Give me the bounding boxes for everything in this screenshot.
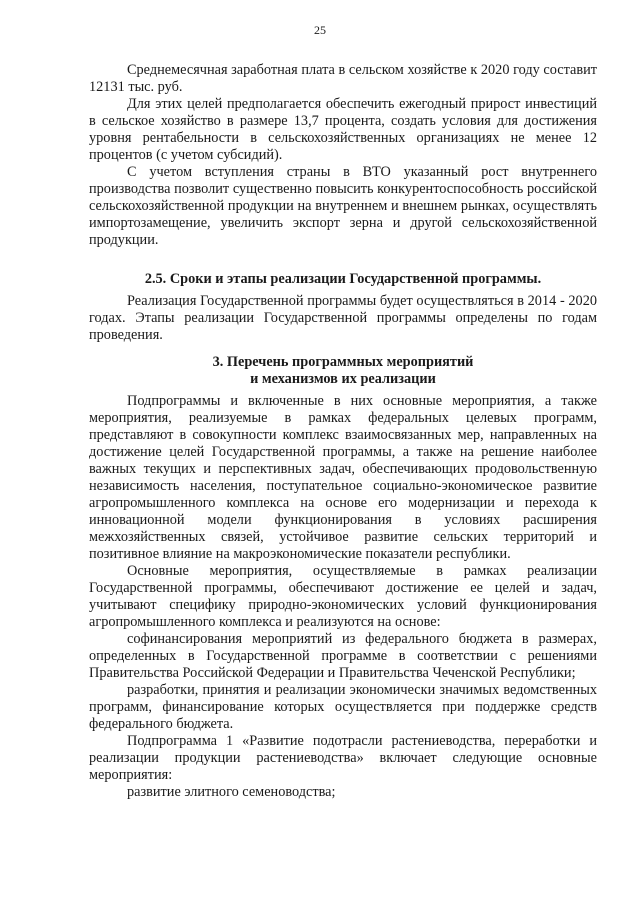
paragraph-timeline: Реализация Государственной программы будет осуществляться в 2014 - 2020 годах. Этапы реализации Государственной программы определены по годам проведения. [89, 293, 597, 343]
paragraph-elite-seed: развитие элитного семеноводства; [127, 784, 336, 800]
section-2-5-heading: 2.5. Сроки и этапы реализации Государственной программы. [144, 271, 542, 287]
paragraph-salary: Среднемесячная заработная плата в сельском хозяйстве к 2020 году составит 12131 тыс. руб. [89, 62, 597, 95]
page-number: 25 [314, 23, 326, 37]
paragraph-cofinancing: софинансирования мероприятий из федерального бюджета в размерах, определенных в Государственной программе в соответствии с решениями Правительства Российской Федерации и Правительства Чеченской Республики; [89, 631, 597, 681]
paragraph-investment: Для этих целей предполагается обеспечить ежегодный прирост инвестиций в сельское хозяйство в размере 13,7 процента, создать условия для достижения уровня рентабельности в сельскохозяйственных организациях не менее 12 процентов (с учетом субсидий). [89, 96, 597, 163]
paragraph-departmental-programs: разработки, принятия и реализации экономически значимых ведомственных программ, финансирование которых осуществляется при поддержке средств федерального бюджета. [89, 682, 597, 732]
paragraph-wto: С учетом вступления страны в ВТО указанный рост внутреннего производства позволит существенно повысить конкурентоспособность российской сельскохозяйственной продукции на внутреннем и внешнем рынках, осуществлять импортозамещение, увеличить экспорт зерна и другой сельскохозяйственной продукции. [89, 164, 597, 248]
paragraph-subprogram-1: Подпрограмма 1 «Развитие подотрасли растениеводства, переработки и реализации продукции растениеводства» включает следующие основные мероприятия: [89, 733, 597, 783]
section-3-heading-line2: и механизмов их реализации [250, 371, 436, 387]
paragraph-subprograms: Подпрограммы и включенные в них основные мероприятия, а также мероприятия, реализуемые в рамках федеральных целевых программ, представляют в совокупности комплекс взаимосвязанных мер, направленных на достижение целей Государственной программы, а также на решение наиболее важных текущих и перспективных задач, обеспечивающих продовольственную независимость населения, поступательное социально-экономическое развитие агропромышленного комплекса на основе его модернизации и перехода к инновационной модели функционирования в условиях расширения межхозяйственных связей, устойчивое развитие сельских территорий и позитивное влияние на макроэкономические показатели республики. [89, 393, 597, 562]
section-3-heading-line1: 3. Перечень программных мероприятий [212, 354, 474, 370]
paragraph-main-measures: Основные мероприятия, осуществляемые в рамках реализации Государственной программы, обеспечивают достижение ее целей и задач, учитывают специфику природно-экономических условий функционирования агропромышленного комплекса и реализуются на основе: [89, 563, 597, 630]
document-body [89, 62, 597, 801]
